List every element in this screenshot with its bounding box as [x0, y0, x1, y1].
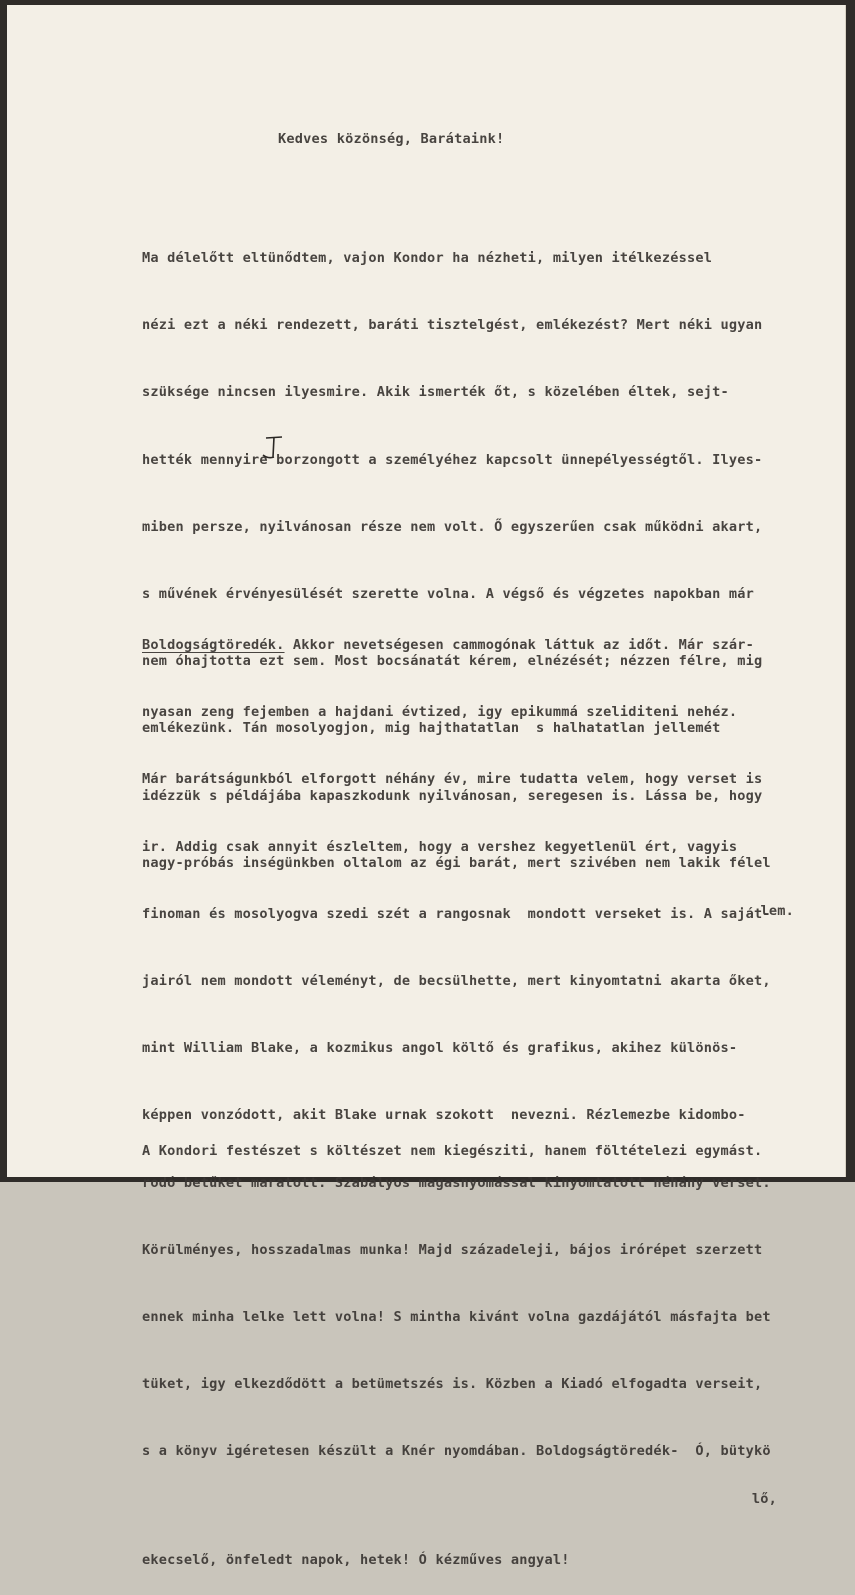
- page-title: Kedves közönség, Barátaink!: [278, 131, 505, 147]
- text-line: finoman és mosolyogva szedi szét a rangosnak mondott verseket is. A saját-: [142, 905, 771, 922]
- text-line: szüksége nincsen ilyesmire. Akik ismerték őt, s közelében éltek, sejt-: [142, 384, 729, 401]
- text-line: hették mennyire borzongott a személyéhez kapcsolt ünnepélyességtől. Ilyes-: [142, 451, 763, 468]
- text-line: rodó betűket maratott. Szabályos magasnyomással kinyomtatott néhány verset.: [142, 1174, 771, 1191]
- hyphenated-word-end: lem.: [760, 902, 794, 919]
- text-line: idézzük s példájába kapaszkodunk nyilvánosan, seregesen is. Lássa be, hogy: [142, 787, 763, 804]
- text-line: ennek minha lelke lett volna! S mintha kivánt volna gazdájától másfajta bet: [142, 1308, 771, 1325]
- paragraph-closing: [142, 1102, 762, 1185]
- text-line: Már barátságunkból elforgott néhány év, mire tudatta velem, hogy verset is: [142, 771, 763, 788]
- text-line: s művének érvényesülését szerette volna. A végső és végzetes napokban már: [142, 585, 755, 602]
- text-line: emlékezünk. Tán mosolyogjon, mig hajthatatlan s halhatatlan jellemét: [142, 720, 721, 737]
- text-line: A Kondori festészet s költészet nem kiegésziti, hanem föltételezi egymást.: [142, 1143, 763, 1159]
- section-heading: Boldogságtöredék.: [142, 637, 285, 653]
- text-line: [142, 628, 777, 663]
- text-line: nem óhajtotta ezt sem. Most bocsánatát kérem, elnézését; nézzen félre, mig: [142, 653, 763, 670]
- text-line: miben persze, nyilvánosan része nem volt. Ő egyszerűen csak működni akart,: [142, 518, 763, 535]
- text-line: tüket, igy elkezdődött a betümetszés is. Közben a Kiadó elfogadta verseit,: [142, 1376, 763, 1393]
- text-line-rest: Akkor nevetségesen cammogónak láttuk az időt. Már szár-: [284, 637, 755, 653]
- text-line: Ma délelőtt eltünődtem, vajon Kondor ha nézheti, milyen itélkezéssel: [142, 250, 713, 266]
- text-line: ir. Addig csak annyit észleltem, hogy a vershez kegyetlenül ért, vagyis: [142, 838, 738, 855]
- text-line: képpen vonzódott, akit Blake urnak szokott nevezni. Rézlemezbe kidombo-: [142, 1107, 746, 1124]
- text-line: nyasan zeng fejemben a hajdani évtized, igy epikummá szeliditeni nehéz.: [142, 704, 738, 721]
- text-line: s a könyv igéretesen készült a Knér nyomdában. Boldogságtöredék- Ó, bütykö: [142, 1443, 771, 1460]
- text-line: Körülményes, hosszadalmas munka! Majd századeleji, bájos irórépet szerzett: [142, 1241, 763, 1258]
- text-line: nagy-próbás inségünkben oltalom az égi barát, mert szivében nem lakik félel: [142, 854, 771, 871]
- text-line: jairól nem mondott véleményt, de becsülhette, mert kinyomtatni akarta őket,: [142, 972, 771, 989]
- text-line: ekecselő, önfeledt napok, hetek! Ó kézműves angyal!: [142, 1552, 570, 1569]
- text-line: nézi ezt a néki rendezett, baráti tisztelgést, emlékezést? Mert néki ugyan: [142, 317, 763, 334]
- text-line: mint William Blake, a kozmikus angol költő és grafikus, akihez különös-: [142, 1040, 738, 1057]
- handwritten-correction-mark: [262, 435, 286, 461]
- paragraph-boldogsag: [142, 596, 777, 1595]
- hyphenated-word-end: lő,: [751, 1491, 777, 1508]
